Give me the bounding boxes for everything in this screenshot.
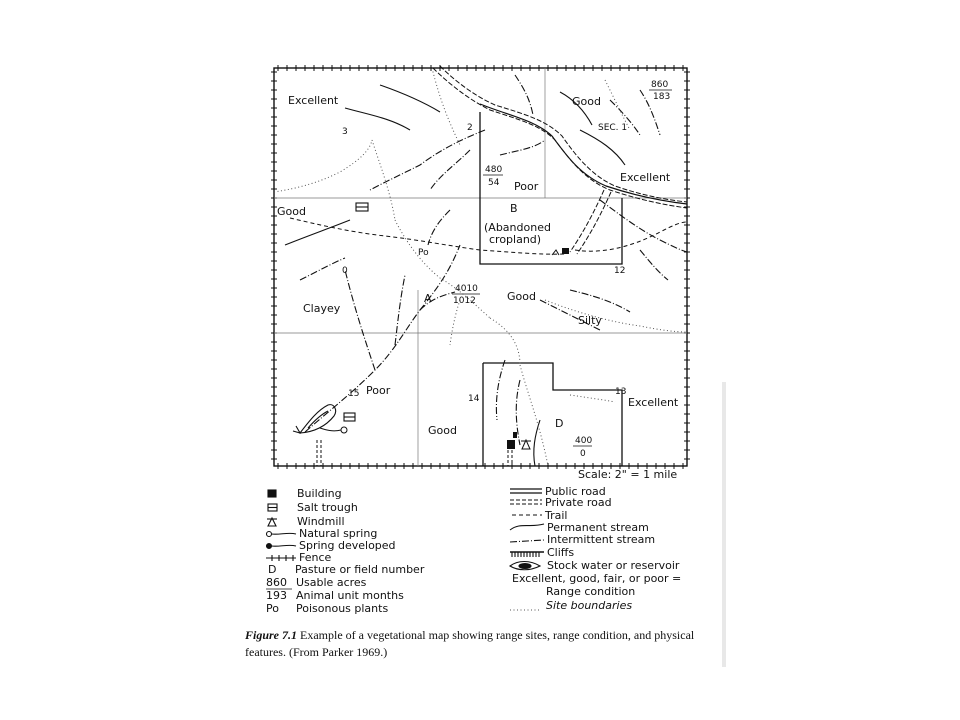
legend-permanent-stream: Permanent stream bbox=[547, 521, 649, 534]
legend-public-road: Public road bbox=[545, 485, 606, 498]
pasture-a: A bbox=[424, 292, 432, 305]
abandoned-line-2: cropland) bbox=[489, 233, 542, 246]
field-number-0: 0 bbox=[342, 266, 348, 276]
aum: 183 bbox=[653, 92, 671, 102]
legend-poisonous: Poisonous plants bbox=[296, 602, 389, 615]
legend-aum: Animal unit months bbox=[296, 589, 404, 602]
field-number-14: 14 bbox=[468, 394, 480, 404]
legend-cliffs: Cliffs bbox=[547, 546, 575, 559]
cliff-ticks bbox=[512, 552, 539, 557]
field-number-12: 12 bbox=[614, 266, 626, 276]
legend-windmill: Windmill bbox=[297, 515, 345, 528]
legend-pasture-symbol: D bbox=[268, 563, 277, 576]
condition-poor-center: Poor bbox=[514, 180, 539, 193]
legend-natural-spring: Natural spring bbox=[299, 527, 378, 540]
condition-good-ne: Good bbox=[572, 95, 601, 108]
condition-good-w: Good bbox=[277, 205, 306, 218]
condition-excellent-se: Excellent bbox=[628, 396, 679, 409]
legend-spring-developed: Spring developed bbox=[299, 539, 396, 552]
pasture-b: B bbox=[510, 202, 518, 215]
stock-water-icon bbox=[293, 405, 336, 433]
legend-acres: Usable acres bbox=[296, 576, 367, 589]
abandoned-cropland bbox=[484, 221, 554, 246]
public-road bbox=[480, 104, 687, 204]
legend-trail: Trail bbox=[545, 509, 568, 522]
scale-label: Scale: 2" = 1 mile bbox=[578, 468, 678, 481]
condition-good-s: Good bbox=[428, 424, 457, 437]
permanent-streams bbox=[285, 85, 628, 466]
legend-right-symbols bbox=[510, 489, 544, 610]
legend-fence: Fence bbox=[299, 551, 332, 564]
natural-spring-icon bbox=[320, 427, 347, 433]
legend-pasture: Pasture or field number bbox=[295, 563, 425, 576]
site-clayey: Clayey bbox=[303, 302, 341, 315]
legend-intermittent-stream: Intermittent stream bbox=[547, 533, 656, 546]
fraction-400-0 bbox=[573, 436, 592, 459]
legend-building: Building bbox=[297, 487, 342, 500]
abandoned-line-1: (Abandoned bbox=[484, 221, 551, 234]
private-road bbox=[433, 66, 687, 254]
windmill-icon bbox=[521, 250, 559, 449]
fraction-4010-1012 bbox=[452, 284, 480, 306]
legend-condition: Excellent, good, fair, or poor = bbox=[512, 572, 682, 585]
condition-excellent-e: Excellent bbox=[620, 171, 671, 184]
field-number-13: 13 bbox=[615, 387, 627, 397]
field-number-15: 15 bbox=[348, 389, 360, 399]
aum: 54 bbox=[488, 178, 500, 188]
fraction-480-54 bbox=[483, 165, 503, 188]
aum: 1012 bbox=[453, 296, 476, 306]
caption-figure-number: 7.1 bbox=[282, 628, 298, 642]
acres: 4010 bbox=[455, 284, 478, 294]
aum: 0 bbox=[580, 449, 586, 459]
legend-condition-2: Range condition bbox=[546, 585, 636, 598]
field-number-3: 3 bbox=[342, 127, 348, 137]
fraction-860-183 bbox=[649, 80, 672, 102]
legend-poisonous-symbol: Po bbox=[266, 602, 279, 615]
permanent-stream-icon bbox=[510, 524, 544, 530]
legend-stock-water: Stock water or reservoir bbox=[547, 559, 680, 572]
field-number-2: 2 bbox=[467, 123, 473, 133]
intermittent-stream-icon bbox=[510, 540, 544, 542]
caption-text: Example of a vegetational map showing range sites, range condition, and physical features. (From Parker 1969.) bbox=[245, 628, 695, 659]
condition-excellent-nw: Excellent bbox=[288, 94, 339, 107]
acres: 400 bbox=[575, 436, 593, 446]
legend-aum-symbol: 193 bbox=[266, 589, 287, 602]
natural-spring-icon bbox=[267, 532, 272, 537]
legend-salt-trough: Salt trough bbox=[297, 501, 358, 514]
figure-caption bbox=[245, 627, 725, 661]
map-labels bbox=[277, 80, 679, 481]
acres: 480 bbox=[485, 165, 503, 175]
spring-developed-icon bbox=[267, 544, 272, 549]
site-silty: Silty bbox=[578, 314, 602, 327]
pasture-d: D bbox=[555, 417, 564, 430]
legend-private-road: Private road bbox=[545, 496, 612, 509]
caption-figure-word: Figure bbox=[245, 628, 280, 642]
legend-acres-symbol: 860 bbox=[266, 576, 287, 589]
legend-site-boundaries: Site boundaries bbox=[546, 599, 633, 612]
condition-good-center: Good bbox=[507, 290, 536, 303]
poisonous-plants: Po bbox=[418, 248, 429, 258]
building-icon bbox=[268, 490, 276, 497]
section-label: SEC. 1 bbox=[598, 123, 628, 133]
acres: 860 bbox=[651, 80, 669, 90]
condition-poor-sw: Poor bbox=[366, 384, 391, 397]
